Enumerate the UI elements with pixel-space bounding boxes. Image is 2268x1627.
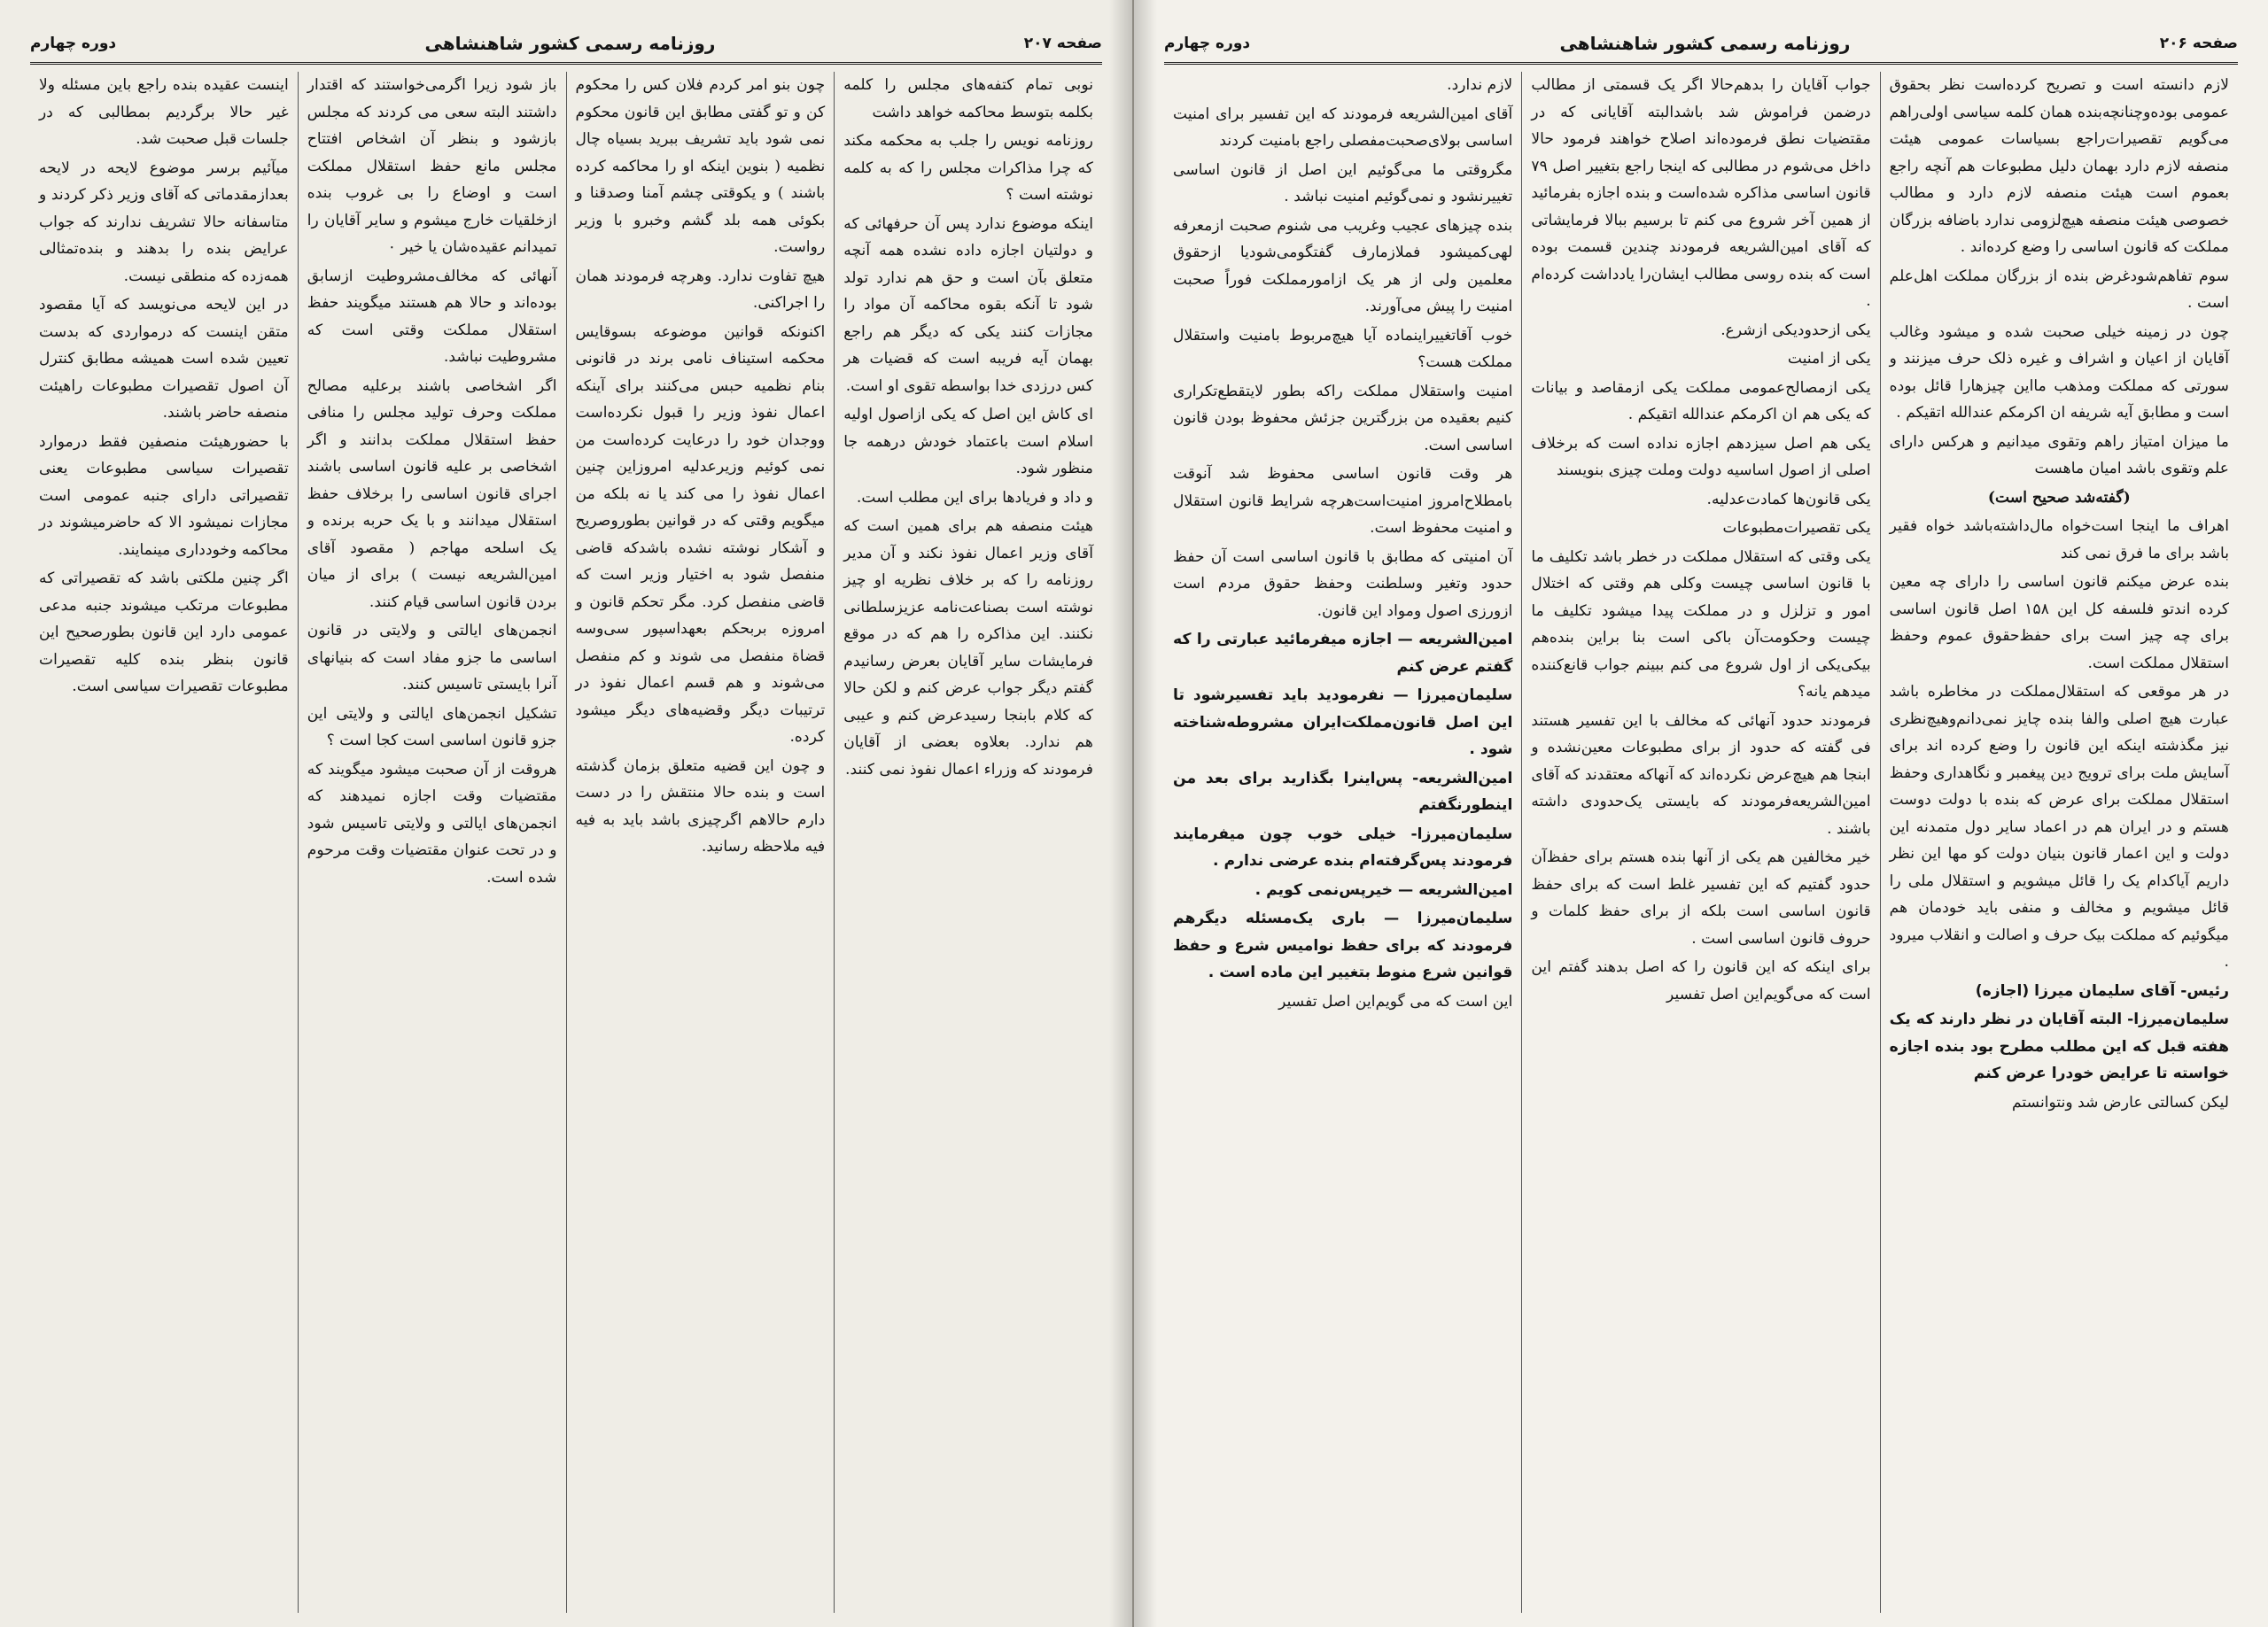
paragraph: خوب آقاتغییر‌اینماده آیا هیچ‌مربوط بامنیت واستقلال مملکت هست؟ [1173,326,1513,371]
text-column [566,72,835,1613]
paragraph: اینکه موضوع ندارد پس آن حرفهائی که و دولتیان اجازه داده نشده همه آنچه متعلق بآن است و حق هم ندارد تولد شود تا آنکه بقوه محاکمه آن مواد را مجازات کنند یکی که دیگر هم راجع بهمان آیه فریبه است که قضیات هر کس درزدی خدا بواسطه تقوی او است. [843,214,1093,395]
paragraph: تشکیل انجمن‌های ایالتی و ولایتی این جزو قانون اساسی است کجا است ؟ [307,704,557,749]
page-number: صفحه ۲۰۷ [1023,35,1102,52]
page-header [30,25,1102,65]
paragraph: یکی ازمصالح‌عمومی مملکت یکی ازمقاصد و بیانات که یکی هم ان اکرمکم عندالله اتقیکم . [1531,378,1871,423]
paragraph: اکنونکه قوانین موضوعه بسوقایس محکمه استیناف نامی برند در قانونی بنام نظمیه حبس می‌کنند برای آینکه اعمال نفوذ وزیر را قبول نکرده‌است ووجدان خود را درعایت کرده‌است من نمی کوئیم وزیرعدلیه امروزاین چنین اعمال نفوذ را می کند یا نه بلکه من میگویم وقتی که در قوانین بطوروصریح و آشکار نوشته نشده باشدکه قاضی منفصل شود به اختیار وزیر است که قاضی منفصل کرد. مگر تحکم قانون و امروزه بربحکم بعهداسپور سی‌وسه قضاة منفصل می شوند و کم منفصل می‌شوند و هم قسم اعمال نفوذ در ترتیبات دیگر وقضیه‌های دیگر میشود کرده. [575,322,826,746]
paragraph: هیچ تفاوت ندارد. وهرچه فرمودند همان را اجراکنی. [575,267,826,312]
paragraph: برای اینکه که این قانون را که اصل بدهند گفتم این ‌است که می‌گویم‌این اصل تفسیر [1531,958,1871,1003]
paragraph: ما میزان امتیاز راهم وتقوی میدانیم و هرکس دارای علم وتقوی باشد امیان ماهست [1889,432,2229,477]
paragraph: بنده چیزهای عجیب وغریب می شنوم صحبت ازمعرفه لهی‌کمیشود فملازمارف گفتگومی‌شودیا ازحقوق معلمین ولی از هر یک ازامورمملکت فوراً صحبت امنیت را پیش می‌آورند. [1173,216,1513,315]
text-column [30,72,298,1613]
paragraph: باز شود زیرا اگرمی‌خواستند که اقتدار داشتند البته سعی می کردند که مجلس بازشود و بنظر آن اشخاص افتتاح مجلس مانع حفظ استقلال مملکت است و اوضاع را بی غروب بنده ازخلقیات خارج میشوم و سایر آقایان را تمیدانم عقیده‌شان یا خیر ۰ [307,76,557,256]
paragraph: بنده عرض میکنم قانون اساسی را دارای چه معین کرده اندتو فلسفه کل این ۱۵۸ اصل قانون اساسی برای چه چیز است برای حفظ‌حقوق عموم وحفظ استقلال مملکت است. [1889,573,2230,672]
paragraph: چون در زمینه خیلی صحبت شده و میشود وغالب آقایان از اعیان و اشراف و غیره ذلک حرف میزنند و سورتی که مملکت ومذهب مااین چیزهارا قائل بوده است و مطابق آیه شریفه ان اکرمکم عندالله اتقیکم . [1889,322,2229,422]
paragraph: هروقت از آن صحبت میشود میگویند که مقتضیات وقت اجازه نمیدهند که انجمن‌های ایالتی و ولایتی تاسیس شود و در تحت عنوان مقتضیات وقت مرحوم شده است. [307,760,557,887]
text-column [1521,72,1879,1613]
paragraph: آن امنیتی که مطابق با قانون اساسی است آن حفظ حدود وتغیر وسلطنت وحفظ حقوق مردم است ازورزی اصول ومواد این قانون. [1173,547,1513,620]
paragraph: امنیت واستقلال مملکت راکه بطور لایتقطع‌تکراری کنیم بعقیده من‌ بزرگترین جزئش محفوظ بودن قانون اساسی است. [1173,382,1513,454]
text-column [298,72,566,1613]
text-columns [1164,72,2238,1613]
paragraph: آقای امین‌الشریعه فرمودند که این تفسیر برای امنیت اساسی‌ بولای‌صحبت‌مفصلی راجع بامنیت کردند [1173,105,1513,150]
text-columns [30,72,1102,1613]
page-number: صفحه ۲۰۶ [2159,35,2238,52]
paragraph: مگروقتی ما می‌گوئیم این اصل از قانون اساسی تغییر‌نشود و نمی‌گوئیم امنیت نباشد . [1173,160,1513,205]
paragraph: و چون این قضیه متعلق بزمان گذشته است و بنده حالا منتقش را در دست دارم حالاهم اگرچیزی باشد باید به فیه فیه ملاحظه رسانید. [575,756,826,856]
newspaper-title: روزنامه رسمی کشور شاهنشاهی [424,33,716,54]
gutter-shadow [1134,0,1157,1627]
page-header [1164,25,2238,65]
period-label: دوره چهارم [1164,35,1251,52]
text-column [1164,72,1521,1613]
paragraph: چون بنو امر کردم فلان کس را محکوم کن و تو گفتی مطابق این قانون محکوم نمی شود باید تشریف ببرید بسیاه چال نظمیه ( بنوین اینکه او را محاکمه کرده باشند ) و یکوقتی چشم آمنا وصدقنا و بکوئی همه بلد گشم وخبرو با وزیر رواست. [575,76,826,256]
paragraph: یکی از امنیت [1787,350,1871,368]
paragraph: میآئیم برسر موضوع لایحه در لایحه بعدازمقدماتی که آقای وزیر ذکر کردند و متاسفانه حالا تشریف ندارند که جواب عرایض بنده را بدهند و بنده‌تمثالی همه‌زده که منطقی نیست. [39,159,289,285]
paragraph: فرمودند حدود آنهائی که مخالف با این تفسیر هستند فی گفته که حدود از برای مطبوعات معین‌نشده‌ و ابنجا هم هیچ‌عرض نکرده‌اند که آنهاکه معتقدند که آقای امین‌الشریعه‌فرمودند که بایستی یک‌حدودی داشته باشند . [1531,711,1871,838]
paragraph: این است که می گویم‌این اصل تفسیر [1278,992,1513,1011]
paragraph: نوبی تمام کتفه‌های مجلس را کلمه بکلمه بتوسط محاکمه خواهد داشت [843,76,1093,121]
page-206 [1134,0,2268,1627]
paragraph: اهراف ما اینجا است‌خواه مال‌داشته‌باشد خواه فقیر باشد برای ما فرق نمی کند [1889,517,2229,562]
paragraph: هر وقت قانون اساسی محفوظ شد آنوقت بامطلاح‌امروز امنیت‌است‌هرچه شرایط قانون استقلال و امنیت محفوظ است. [1173,465,1513,537]
paragraph: اگر اشخاصی باشند برعلیه مصالح مملکت وحرف تولید مجلس را منافی حفظ استقلال مملکت بدانند و اگر اشخاصی بر علیه قانون اساسی باشند اجرای قانون اساسی را برخلاف حفظ استقلال میدانند و با یک حربه برنده و یک اسلحه مهاجم ( مقصود آقای امین‌الشریعه نیست ) برای از میان بردن قانون اساسی قیام کنند. [307,376,557,611]
paragraph: یکی وقتی که استقلال مملکت در خطر باشد تکلیف ما با قانون اساسی چیست وکلی هم وقتی که اختلال امور و تزلزل و در مملکت پیدا میشود تکلیف ما چیست وحکومت‌آن باکی است بنا براین بنده‌هم بیکی‌یکی از اول شروع می کنم ببینم جواب قانع‌کننده میدهم یانه؟ [1531,547,1871,701]
paragraph: یکی تقصیرات‌مطبوعات [1722,519,1871,537]
paragraph: در این لایحه می‌نویسد که آیا مقصود متقن اینست که درمواردی که بدست تعیین شده است همیشه مطابق کنترل آن اصول تقصیرات مطبوعات راهیئت منصفه حاضر باشند. [39,296,289,422]
text-column [834,72,1102,1613]
paragraph: انجمن‌های ایالتی و ولایتی در قانون اساسی ما جزو مفاد است که بنیانهای آنرا بایستی تاسیس کنند. [307,622,557,693]
paragraph: جواب آقایان را بدهم‌حالا اگر یک قسمتی از مطالب درضمن فراموش شد باشدالبته آقایانی که در مقتضیات نطق فرموده‌اند اصلاح خواهند فرمود حالا داخل می‌شوم در مطالبی که اینجا راجع بتغییر اصل ۷۹ قانون اساسی مذاکره شده‌است و بنده اجازه بفرمائید از همین آخر شروع می کنم تا برسیم ببالا فرمایشاتی که آقای امین‌الشریعه فرمودند چندین قسمت بوده است که بنده روسی مطالب ایشان‌را یادداشت کرده‌ام . [1531,76,1871,310]
paragraph: و داد و فریادها برای این مطلب است. [856,488,1093,507]
paragraph: لازم ندارد. [1447,76,1513,94]
gutter-shadow [1109,0,1132,1627]
paragraph: سلیمان‌میرزا- خیلی خوب چون میفرمایند فرمودند پس‌گرفته‌ام بنده عرضی ندارم . [1173,825,1513,870]
paragraph: سلیمان‌میرزا — نفرمودید باید تفسیر‌شود تا این اصل قانون‌مملکت‌ایران مشروطه‌شناخته شود . [1173,686,1513,758]
paragraph: لیکن کسالتی عارض شد ونتوانستم [2011,1093,2229,1112]
paragraph: سلیمان‌میرزا- البته آقایان در نظر دارند که یک هفته قبل که این مطلب مطرح بود بنده اجازه خواسته تا عرایض خودرا عرض کنم [1889,1011,2229,1082]
paragraph: آنهائی که مخالف‌مشروطیت ازسابق بوده‌اند و حالا هم هستند میگویند حفظ استقلال مملکت وقتی است که مشروطیت نباشد. [307,267,557,366]
paragraph: سوم تفاهم‌شودغرض بنده از بزرگان مملکت اهل‌علم است . [1889,267,2229,312]
paragraph: امین‌الشریعه — خیرپس‌نمی کویم . [1254,880,1513,899]
paragraph: خیر مخالفین هم یکی از آنها بنده هستم برای حفظ‌آن حدود گفتیم که این تفسیر غلط است که برای حفظ قانون اساسی است بلکه از برای حفظ کلمات و حروف قانون اساسی است . [1531,848,1871,948]
period-label: دوره چهارم [30,35,117,52]
paragraph: یکی قانون‌ها کمادت‌عدلیه. [1706,490,1871,508]
paragraph: اگر چنین ملکتی باشد که تقصیراتی که مطبوعات مرتکب میشوند جنبه مدعی عمومی دارد این قانون بطورصحیح این قانون بنظر بنده کلیه تقصیرات مطبوعات تقصیرات سیاسی است. [39,569,289,695]
paragraph: امین‌الشریعه — اجازه میفرمائید عبارتی را که گفتم عرض کنم [1173,631,1513,676]
paragraph: (گفته‌شد صحیح است) [1987,488,2131,507]
paragraph: روزنامه نویس را جلب به محکمه مکند که چرا مذاکرات مجلس را که به کلمه نوشته است ؟ [843,132,1093,204]
paragraph: در هر موقعی که استقلال‌مملکت در مخاطره باشد عبارت هیچ اصلی والفا بنده چایز نمی‌دانم‌وهیچ‌نظری نیز مگذشته اینکه این قانون را وضع کرده اند برای آسایش ملت برای ترویج دین پیغمبر و نگاهداری وحفظ استقلال مملکت‌ برای عرض که بنده با دولت دوست هستم و در ایران هم در اعماد سایر دول متمدنه این دولت و این اعمار قانون بنیان دولت کو مها این نظر داریم آیا‌کدام‌ یک را قائل میشویم و استقلال ملی را قائل میشویم و مخالف و منفی باید خودمان هم میگوئیم که مملکت بیک حرف و اصالت و انقلاب میرود . [1889,683,2229,971]
paragraph: ای کاش این اصل که یکی ازاصول اولیه اسلام است باعتماد خودش درهمه جا منظور شود. [843,406,1093,477]
paragraph: لازم دانسته است و تصریح کرده‌است نظر بحقوق عمومی بوده‌وچنانچه‌بنده همان کلمه سیاسی اولی‌راهم می‌گویم تقصیرات‌راجع بسیاسات عمومی هیئت منصفه لازم دارد بهمان دلیل مطبوعات هم آنچه راجع بعموم است هیئت منصفه لازم دارد و مطالب خصوصی هیئت منصفه هیچ‌لزومی ندارد باضافه بزرگان مملکت که قانون اساسی را وضع کرده‌اند . [1889,76,2229,256]
paragraph: با حضورهیئت منصفین فقط درموارد تقصیرات سیاسی مطبوعات یعنی تقصیراتی دارای جنبه عمومی است مجازات نمیشود الا که حاضرمیشوند در محاکمه وخودداری مینمایند. [39,432,289,559]
paragraph: یکی ازحدودیکی ازشرع. [1720,321,1871,339]
newspaper-title: روزنامه رسمی کشور شاهنشاهی [1559,33,1851,54]
paragraph: هیئت منصفه هم برای همین است که آقای وزیر اعمال نفوذ نکند و آن مدیر روزنامه را که بر خلاف نظریه او چیز نوشته است بصناعت‌نامه عزیزسلطانی نکنند. این مذاکره را هم که در موقع فرمایشات سایر آقایان بعرض رسانیدم گفتم دیگر جواب عرض کنم و لکن حالا که کلام بابنجا رسیدعرض کنم و عیبی هم ندارد. بعلاوه بعضی از آقایان فرمودند که وزراء اعمال نفوذ نمی کنند. [843,517,1093,779]
paragraph: امین‌الشریعه- پس‌اینرا بگذارید برای بعد من اینطورنگفتم [1173,769,1513,814]
text-column [1880,72,2238,1613]
paragraph: سلیمان‌میرزا — باری یک‌مسئله دیگرهم فرمودند که برای حفظ نوامیس شرع و حفظ قوانین شرع منوط بتغییر این ماده است . [1173,910,1513,981]
paragraph: رئیس- آقای سلیمان میرزا (اجازه) [1975,981,2229,1000]
paragraph: اینست عقیده بنده راجع باین مسئله ولا غیر حالا برگردیم بمطالبی که در جلسات قبل صحبت شد. [39,76,289,148]
paragraph: یکی هم اصل سیزدهم اجازه نداده است که برخلاف اصلی از اصول اساسیه دولت وملت چیزی بنویسند [1531,434,1871,479]
